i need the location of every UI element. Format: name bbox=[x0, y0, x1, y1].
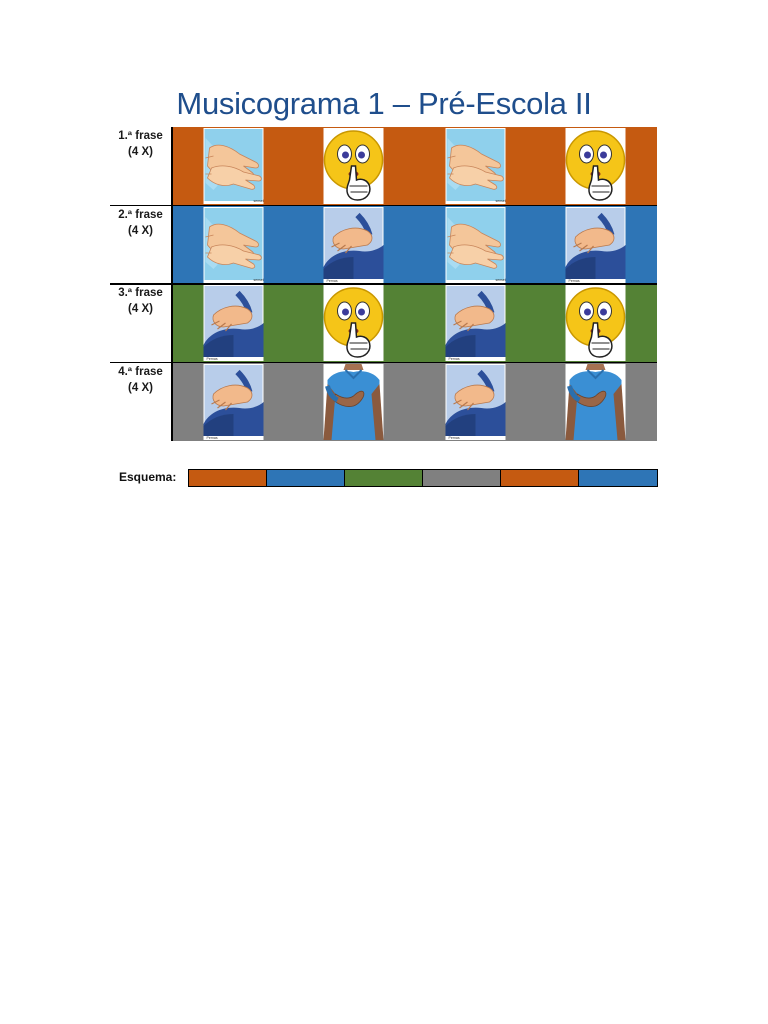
hands-rubbing-icon bbox=[445, 207, 506, 283]
svg-text:Pernas: Pernas bbox=[326, 278, 338, 283]
svg-text:sensei: sensei bbox=[495, 277, 506, 282]
schema-bar bbox=[188, 469, 658, 487]
hands-rubbing-icon bbox=[203, 207, 264, 283]
row-divider bbox=[110, 362, 657, 364]
phrase-label bbox=[110, 363, 173, 442]
phrase-label-repeat: (4 X) bbox=[128, 303, 153, 315]
hand-on-chest-icon bbox=[565, 364, 626, 440]
svg-text:Pernas: Pernas bbox=[448, 357, 460, 361]
pat-leg-icon bbox=[323, 207, 384, 283]
shush-emoji-icon bbox=[323, 285, 384, 361]
schema-segment bbox=[267, 470, 345, 486]
phrase-label-repeat: (4 X) bbox=[128, 224, 153, 237]
musicogram-grid bbox=[110, 127, 657, 441]
hand-on-chest-icon bbox=[323, 364, 384, 440]
shush-emoji-icon bbox=[565, 128, 626, 204]
phrase-label-repeat: (4 X) bbox=[128, 381, 153, 394]
phrase-label bbox=[110, 206, 173, 285]
shush-emoji-icon bbox=[323, 128, 384, 204]
schema-label: Esquema: bbox=[119, 470, 177, 484]
hands-rubbing-icon bbox=[445, 128, 506, 204]
svg-text:sensei: sensei bbox=[495, 199, 506, 203]
phrase-label-title: 2.ª frase bbox=[118, 208, 163, 221]
page-title: Musicograma 1 – Pré-Escola II bbox=[176, 86, 592, 121]
pat-leg-icon bbox=[565, 207, 626, 283]
phrase-label-repeat: (4 X) bbox=[128, 146, 153, 158]
schema-segment bbox=[345, 470, 423, 486]
phrase-row-1 bbox=[110, 127, 657, 206]
pat-leg-icon bbox=[203, 364, 264, 440]
phrase-label-title: 3.ª frase bbox=[118, 287, 163, 299]
phrase-label-title: 4.ª frase bbox=[118, 365, 163, 378]
svg-text:Pernas: Pernas bbox=[448, 435, 460, 440]
svg-text:Pernas: Pernas bbox=[206, 357, 218, 361]
phrase-label bbox=[110, 127, 173, 206]
shush-emoji-icon bbox=[565, 285, 626, 361]
pat-leg-icon bbox=[445, 364, 506, 440]
row-divider bbox=[110, 205, 657, 207]
schema-segment bbox=[423, 470, 501, 486]
schema-segment bbox=[501, 470, 579, 486]
phrase-label bbox=[110, 284, 173, 363]
phrase-label-title: 1.ª frase bbox=[118, 130, 163, 142]
hands-rubbing-icon bbox=[203, 128, 264, 204]
phrase-row-2 bbox=[110, 206, 657, 285]
schema-segment bbox=[579, 470, 657, 486]
phrase-row-3 bbox=[110, 284, 657, 363]
svg-text:Pernas: Pernas bbox=[568, 278, 580, 283]
pat-leg-icon bbox=[203, 285, 264, 361]
svg-text:Pernas: Pernas bbox=[206, 435, 218, 440]
schema-segment bbox=[189, 470, 267, 486]
svg-text:sensei: sensei bbox=[253, 277, 264, 282]
row-divider bbox=[110, 283, 657, 285]
pat-leg-icon bbox=[445, 285, 506, 361]
phrase-row-4 bbox=[110, 363, 657, 442]
svg-text:sensei: sensei bbox=[253, 199, 264, 203]
